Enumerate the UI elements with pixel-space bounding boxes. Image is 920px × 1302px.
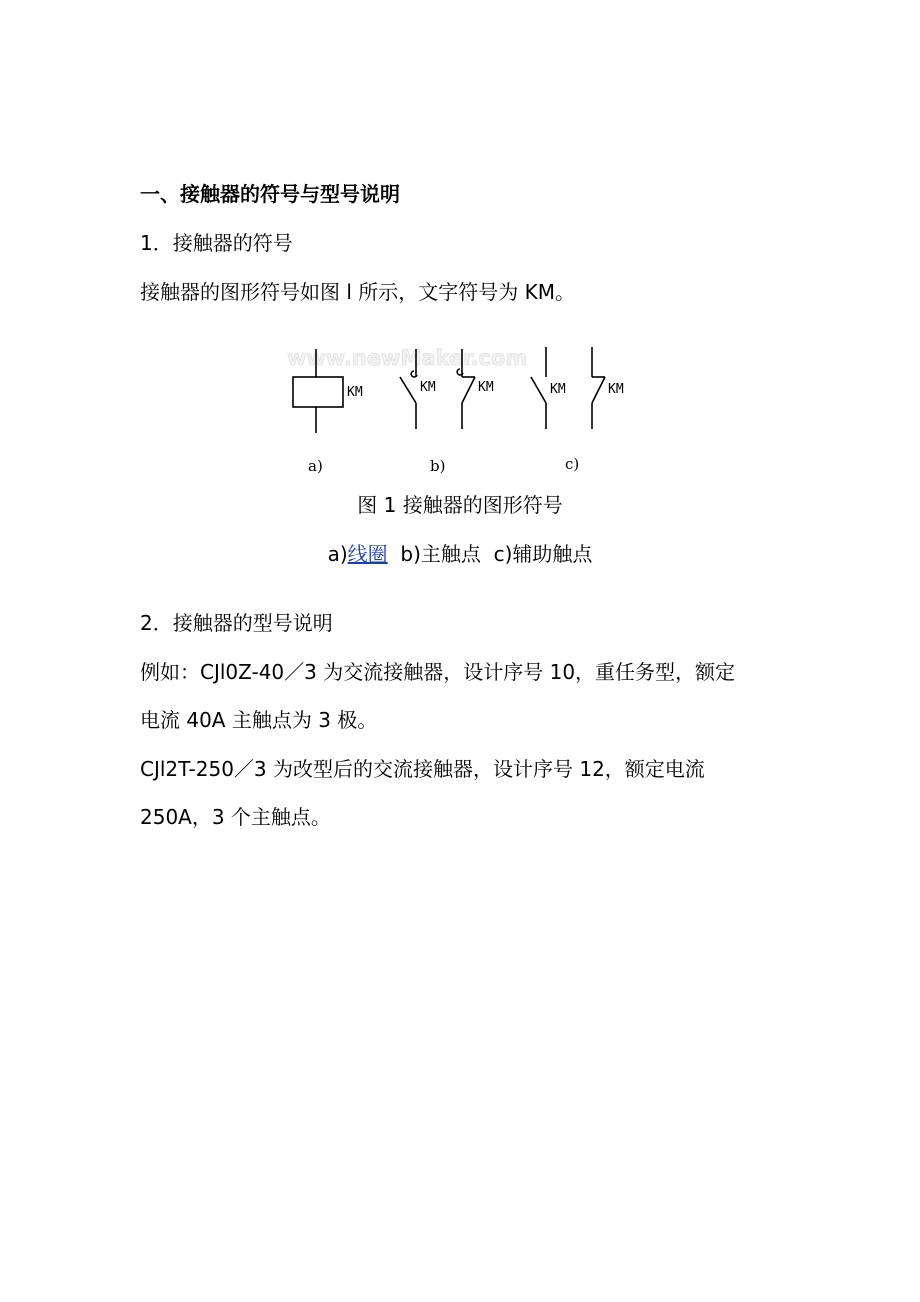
main-contact-no-km-label: KM	[420, 380, 436, 395]
aux-contact-nc-km-label: KM	[608, 382, 624, 397]
panel-label-b: b)	[430, 457, 446, 475]
example-line-3: CJl2T-250／3 为改型后的交流接触器，设计序号 12，额定电流	[140, 757, 705, 781]
section-heading: 一、接触器的符号与型号说明	[140, 182, 400, 206]
coil-km-label: KM	[347, 385, 363, 400]
subsection-1-title: 1．接触器的符号	[140, 231, 293, 255]
aux-contact-nc-symbol	[592, 347, 605, 429]
panel-label-c: c)	[565, 455, 580, 473]
legend-b: b)主触点	[400, 542, 481, 566]
figure-caption: 图 1 接触器的图形符号	[357, 493, 563, 517]
main-contact-nc-km-label: KM	[478, 380, 494, 395]
contactor-symbol-figure	[275, 335, 645, 485]
aux-contact-no-km-label: KM	[550, 382, 566, 397]
figure-legend	[0, 541, 920, 567]
watermark-text: www.newMaker.com	[287, 346, 528, 370]
aux-contact-no-symbol	[531, 347, 546, 429]
coil-link[interactable]: 线圈	[347, 542, 388, 566]
legend-a-prefix: a)	[327, 542, 348, 566]
panel-label-a: a)	[308, 457, 323, 475]
symbol-description: 接触器的图形符号如图 l 所示，文字符号为 KM。	[140, 280, 575, 304]
example-line-1: 例如：CJl0Z-40／3 为交流接触器，设计序号 10，重任务型，额定	[140, 660, 736, 684]
example-line-2: 电流 40A 主触点为 3 极。	[140, 708, 378, 732]
legend-c: c)辅助触点	[493, 542, 593, 566]
contactor-symbol-diagram	[275, 335, 645, 485]
example-line-4: 250A，3 个主触点。	[140, 805, 331, 829]
subsection-2-title: 2．接触器的型号说明	[140, 611, 333, 635]
